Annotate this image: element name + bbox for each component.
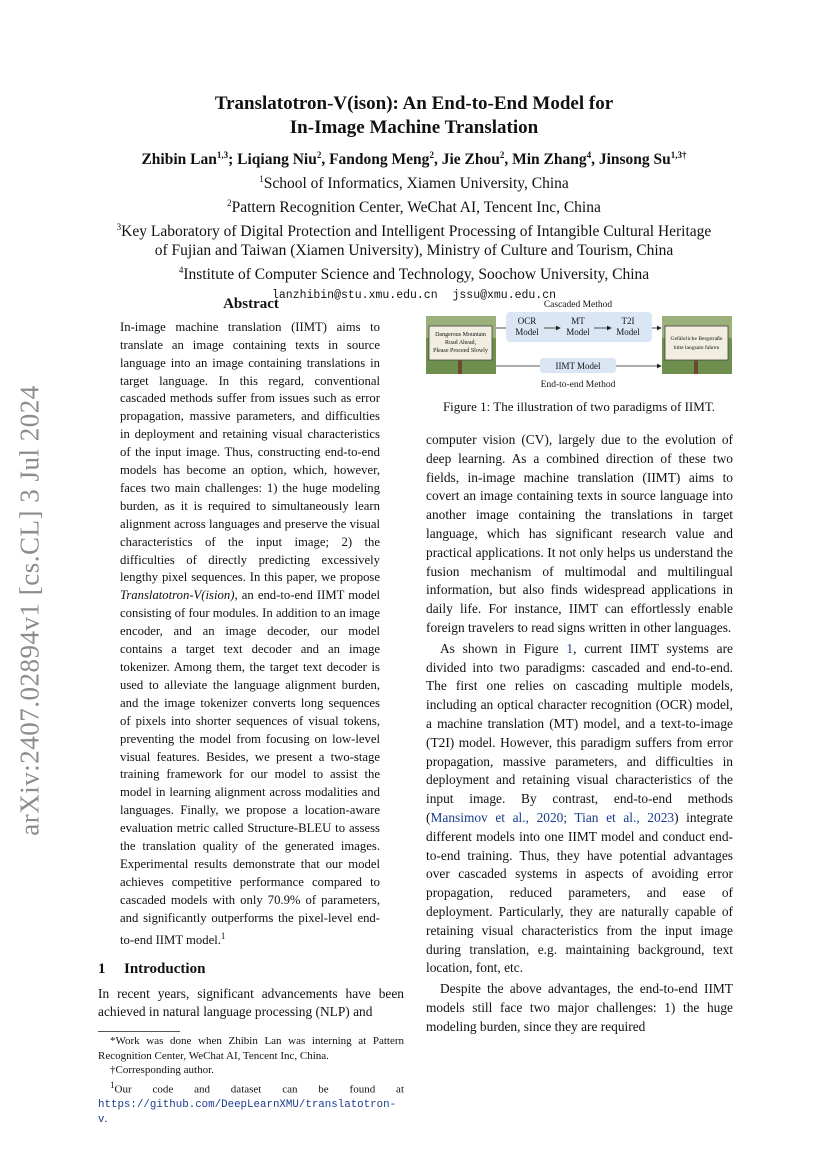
citation-link[interactable]: Mansimov et al., 2020; Tian et al., 2023 bbox=[430, 809, 675, 825]
svg-text:OCR: OCR bbox=[517, 316, 537, 326]
author: Liqiang Niu$^2$, bbox=[237, 150, 330, 169]
section-heading-introduction: 1 Introduction bbox=[98, 960, 206, 977]
svg-text:MT: MT bbox=[571, 316, 585, 326]
author: Min Zhang$^4$, bbox=[512, 150, 599, 169]
footnote-divider bbox=[98, 1031, 180, 1032]
title-block bbox=[60, 92, 768, 302]
footnote-1: $^1$Our code and dataset can be found at https://github.com/DeepLearnXMU/translatotron-v. bbox=[98, 1079, 404, 1127]
svg-text:IIMT Model: IIMT Model bbox=[555, 361, 601, 371]
intro-paragraph: In recent years, significant advancements have been achieved in natural language processing (NLP) and bbox=[98, 985, 404, 1020]
svg-text:Model: Model bbox=[616, 327, 640, 337]
footnotes bbox=[98, 1034, 404, 1128]
source-sign-image bbox=[426, 316, 496, 374]
figure-caption: Figure 1: The illustration of two paradigms of IIMT. bbox=[442, 399, 716, 414]
affiliation: $^2$Pattern Recognition Center, WeChat AI, Tencent Inc, China bbox=[227, 197, 601, 217]
figure-1 bbox=[426, 298, 732, 415]
svg-text:T2I: T2I bbox=[621, 316, 635, 326]
svg-text:Model: Model bbox=[566, 327, 590, 337]
abstract-heading: Abstract bbox=[223, 296, 279, 312]
title-line-2: In-Image Machine Translation bbox=[289, 117, 539, 138]
svg-text:Model: Model bbox=[515, 327, 539, 337]
right-column bbox=[426, 431, 733, 1037]
svg-text:bitte langsam fahren: bitte langsam fahren bbox=[673, 345, 720, 351]
end-to-end-method-label: End-to-end Method bbox=[540, 380, 616, 390]
arxiv-identifier: arXiv:2407.02894v1 [cs.CL] 3 Jul 2024 bbox=[14, 384, 45, 836]
author: Zhibin Lan$^{1,3}$; bbox=[141, 150, 238, 169]
intro-paragraph: Despite the above advantages, the end-to-end IIMT models still face two major challenges: 1) the huge modeling burden, since they are required bbox=[426, 981, 733, 1034]
title-line-1: Translatotron-V(ison): An End-to-End Model for bbox=[214, 93, 614, 114]
svg-text:Dangerous Mountain: Dangerous Mountain bbox=[435, 332, 486, 338]
affiliation: $^3$Key Laboratory of Digital Protection and Intelligent Processing of Intangible Cultural Heritage bbox=[116, 221, 712, 240]
model-name: Translatotron-V(ision) bbox=[120, 588, 235, 603]
paper-title bbox=[60, 92, 768, 140]
code-link[interactable]: https://github.com/DeepLearnXMU/translatotron-v bbox=[98, 1098, 397, 1127]
intro-paragraph-continued: computer vision (CV), largely due to the evolution of deep learning. As a combined direction of these two fields, in-image machine translation (IIMT) aims to covert an image containing texts in source language into another image containing the translations in target language, which has significant research value and practical applications. It not only helps us understand the fusion mechanism of multimodal and multilingual information, but also finds widespread applications in daily life. For instance, IIMT can effortlessly enable foreign travelers to read signs written in other languages. bbox=[426, 432, 733, 635]
author-emails: lanzhibin@stu.xmu.edu.cn jssu@xmu.edu.cn bbox=[271, 288, 557, 302]
author: Jinsong $Su^{1,3\dagger}$ bbox=[598, 150, 687, 169]
figure-reference-link[interactable]: 1 bbox=[566, 640, 574, 656]
cascaded-method-label: Cascaded Method bbox=[543, 300, 613, 310]
footnote-dagger: †Corresponding author. bbox=[110, 1064, 214, 1077]
svg-text:Road Ahead,: Road Ahead, bbox=[445, 340, 476, 346]
author: Fandong Meng$^2$, bbox=[329, 150, 442, 169]
target-sign-image bbox=[662, 316, 732, 374]
footnote-star: *Work was done when Zhibin Lan was interning at Pattern Recognition Center, WeChat AI, Tencent Inc, China. bbox=[98, 1035, 404, 1062]
author-list bbox=[60, 145, 768, 170]
svg-text:Please Proceed Slowly: Please Proceed Slowly bbox=[433, 348, 488, 354]
svg-text:Gefährliche Bergstraße: Gefährliche Bergstraße bbox=[670, 336, 723, 342]
figure-1-diagram bbox=[426, 298, 732, 390]
intro-paragraph: As shown in Figure 1, current IIMT systems are divided into two paradigms: cascaded and end-to-end. The first one relies on cascading multiple models, including an optical character recognition (OCR) model, a machine translation (MT) model, and a text-to-image (T2I) model. However, this paradigm suffers from error propagation, massive parameters, and difficulties in deployment and retaining visual characteristics of the input image. By contrast, end-to-end methods (Mansimov et al., 2020; Tian et al., 2023) integrate different models into one IIMT model and conduct end-to-end training. Thus, they have potential advantages over cascaded systems in aspects of avoiding error propagation, reduced parameters, and ease of deployment. Particularly, they are naturally capable of retaining visual characteristics from the input image during translation, e.g. maintaining background, text location, font, etc. bbox=[426, 640, 733, 976]
arxiv-sidebar bbox=[4, 380, 56, 840]
left-column bbox=[98, 295, 404, 1128]
author: Jie Zhou$^2$, bbox=[441, 150, 513, 169]
affiliation: $^1$School of Informatics, Xiamen University, China bbox=[259, 174, 569, 193]
affiliation: of Fujian and Taiwan (Xiamen University), Ministry of Culture and Tourism, China bbox=[154, 242, 674, 260]
abstract-body: In-image machine translation (IIMT) aims to translate an image containing texts in source language into an image containing translations in target language. In this regard, conventional cascaded methods suffer from issues such as error propagation, massive parameters, and difficulties in deployment and retaining visual characteristics of the input image. Thus, constructing end-to-end models has become an option, which, however, faces two main challenges: 1) the huge modeling burden, as it is required to simultaneously learn alignment across languages and preserve the visual characteristics of the input image; 2) the difficulties of directly predicting excessively lengthy pixel sequences. In this paper, we propose Translatotron-V(ision), an end-to-end IIMT model consisting of four modules. In addition to an image encoder, and an image decoder, our model contains a target text decoder and an image tokenizer. Among them, the target text decoder is used to alleviate the language alignment burden, and the image tokenizer converts long sequences of pixels into shorter sequences of visual tokens, preventing the model from focusing on low-level visual features. Besides, we present a two-stage training framework for our model to assist the model in learning alignment across modalities and languages. Finally, we propose a location-aware evaluation metric called Structure-BLEU to assess the translation quality of the generated images. Experimental results demonstrate that our model achieves competitive performance compared to cascaded models with only 70.9% of parameters, and significantly outperforms the pixel-level end-to-end IIMT model.$^1$ bbox=[120, 319, 380, 947]
affiliation: $^4$Institute of Computer Science and Technology, Soochow University, China bbox=[178, 265, 650, 284]
footnote-mark: 1 bbox=[220, 930, 226, 941]
